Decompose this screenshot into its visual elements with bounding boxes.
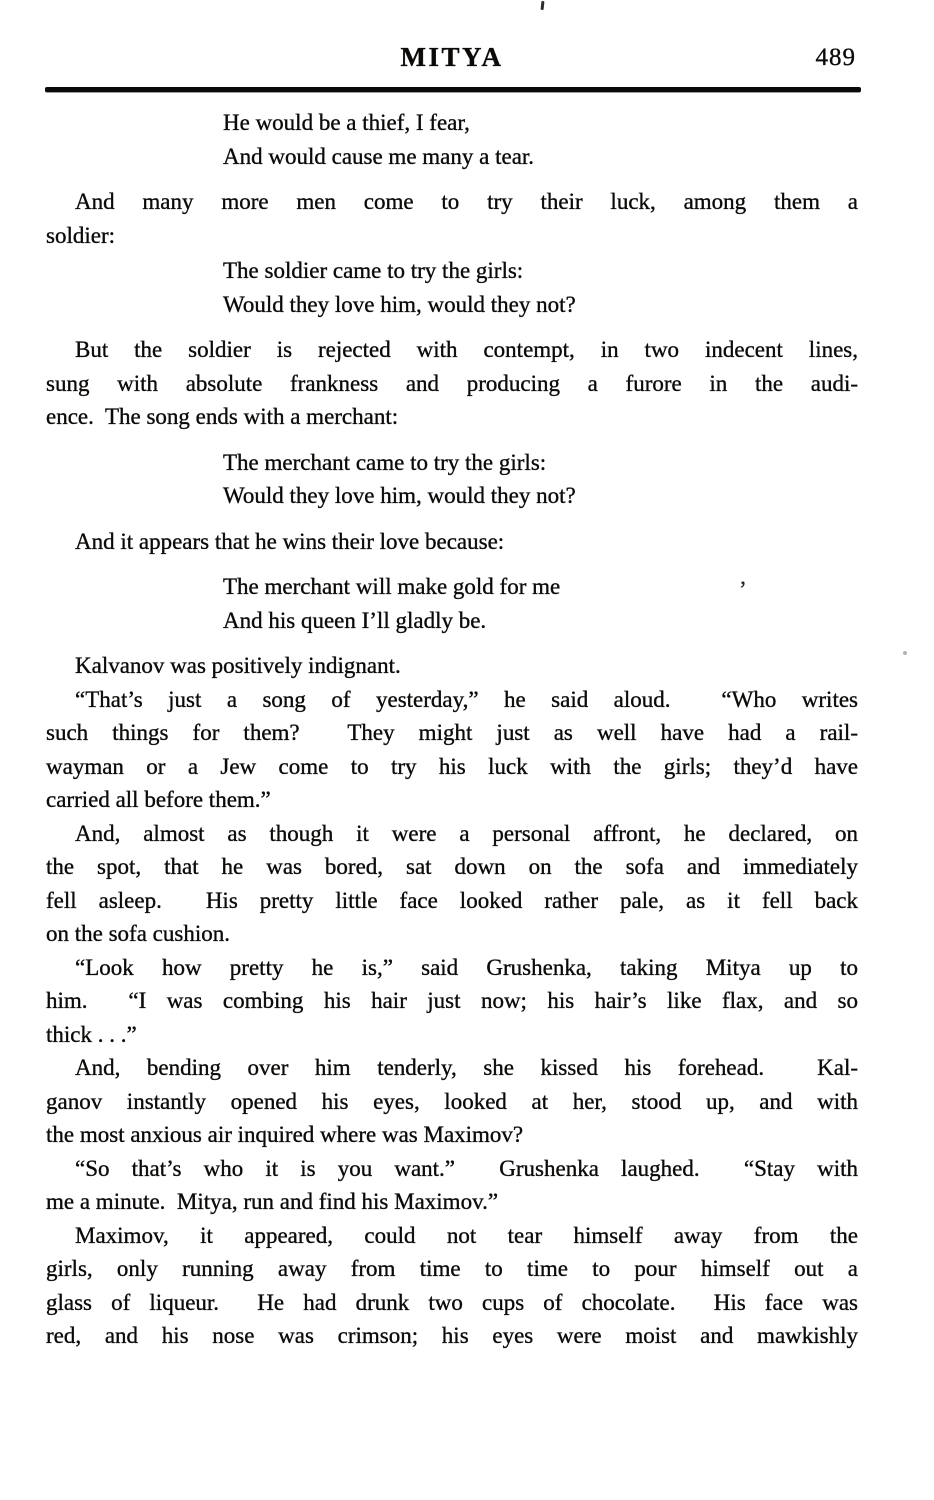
text-line: ganov instantly opened his eyes, looked at her, stood up, and with — [46, 1088, 858, 1114]
paragraph — [46, 1219, 858, 1353]
text-line: carried all before them.” — [46, 787, 271, 812]
paragraph — [46, 525, 858, 559]
text-line: And, bending over him tenderly, she kissed his forehead. Kal- — [75, 1055, 858, 1080]
verse-line: And his queen I’ll gladly be. — [223, 607, 487, 633]
ink-artifact: ’ — [739, 577, 747, 602]
verse-block — [223, 570, 858, 637]
text-line: such things for them? They might just as well have had a rail- — [46, 720, 858, 745]
text-line: “Look how pretty he is,” said Grushenka, taking Mitya up to — [75, 954, 858, 980]
text-line: But the soldier is rejected with contempt, in two indecent lines, — [75, 337, 858, 362]
text-line: “That’s just a song of yesterday,” he said aloud. “Who writes — [75, 686, 858, 712]
text-line: the spot, that he was bored, sat down on the sofa and immediately — [46, 854, 858, 879]
paragraph — [46, 1051, 858, 1152]
text-line: the most anxious air inquired where was Maximov? — [46, 1122, 524, 1147]
text-line: And it appears that he wins their love because: — [75, 528, 505, 554]
scan-speck-icon — [903, 651, 907, 655]
text-line: on the sofa cushion. — [46, 921, 230, 946]
text-line: Kalvanov was positively indignant. — [75, 653, 401, 678]
text-line: him. “I was combing his hair just now; his hair’s like flax, and so — [46, 988, 858, 1013]
text-line: me a minute. Mitya, run and find his Maximov.” — [46, 1189, 499, 1214]
page-text — [46, 94, 858, 1353]
verse-line: And would cause me many a tear. — [223, 143, 535, 169]
text-line: “So that’s who it is you want.” Grushenka laughed. “Stay with — [75, 1155, 858, 1181]
paragraph — [46, 333, 858, 434]
text-line: girls, only running away from time to time to pour himself out a — [46, 1256, 858, 1281]
paragraph — [46, 817, 858, 951]
verse-block — [223, 254, 858, 321]
page-title: MITYA — [400, 42, 504, 72]
verse-line: The soldier came to try the girls: — [223, 258, 524, 283]
verse-block — [223, 446, 858, 513]
paragraph — [46, 649, 858, 683]
text-line: glass of liqueur. He had drunk two cups of chocolate. His face was — [46, 1289, 858, 1315]
text-line: wayman or a Jew come to try his luck with the girls; they’d have — [46, 753, 858, 779]
text-line: thick . . .” — [46, 1021, 137, 1047]
scan-speck-icon — [541, 1, 545, 10]
text-line: soldier: — [46, 222, 115, 248]
header-rule — [45, 87, 861, 92]
page-number: 489 — [815, 44, 856, 71]
text-line: And many more men come to try their luck, among them a — [75, 189, 858, 214]
verse-block — [223, 106, 858, 173]
text-line: Maximov, it appeared, could not tear himself away from the — [75, 1222, 858, 1248]
running-header — [46, 42, 858, 76]
text-line: sung with absolute frankness and producing a furore in the audi- — [46, 370, 858, 396]
text-line: red, and his nose was crimson; his eyes were moist and mawkishly — [46, 1323, 858, 1348]
verse-line: The merchant came to try the girls: — [223, 449, 547, 475]
verse-line: He would be a thief, I fear, — [223, 110, 470, 135]
verse-line: The merchant will make gold for me — [223, 574, 561, 599]
text-line: And, almost as though it were a personal affront, he declared, on — [75, 820, 858, 846]
text-line: fell asleep. His pretty little face looked rather pale, as it fell back — [46, 887, 858, 913]
verse-line: Would they love him, would they not? — [223, 483, 576, 508]
paragraph — [46, 683, 858, 817]
text-line: ence. The song ends with a merchant: — [46, 404, 399, 429]
paragraph — [46, 951, 858, 1052]
paragraph — [46, 185, 858, 252]
paragraph — [46, 1152, 858, 1219]
verse-line: Would they love him, would they not? — [223, 291, 576, 317]
